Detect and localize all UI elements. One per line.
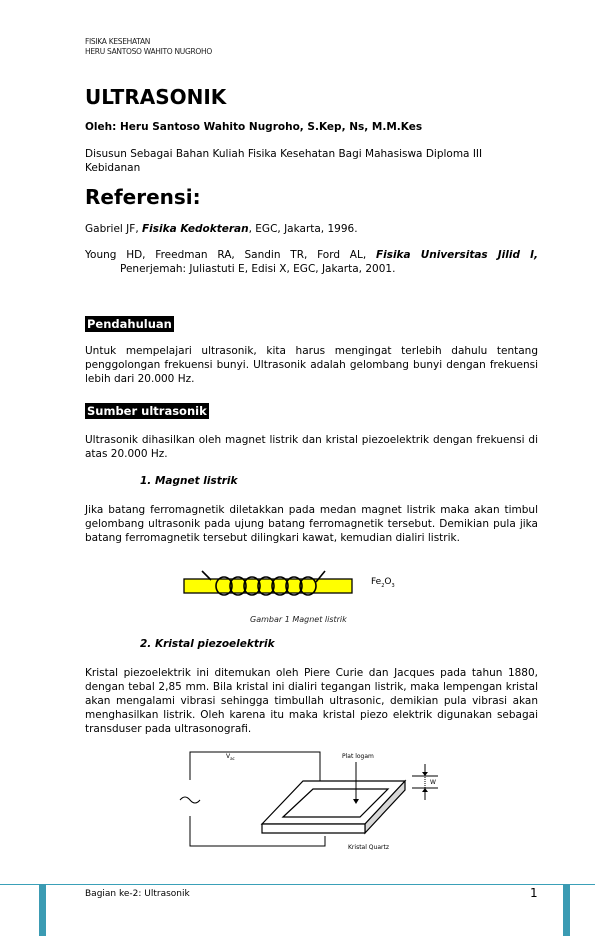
thickness-w-label: W	[430, 779, 436, 786]
section-heading-pendahuluan: Pendahuluan	[87, 317, 172, 331]
pendahuluan-paragraph: Untuk mempelajari ultrasonik, kita harus mengingat terlebih dahulu tentang penggolongan frekuensi bunyi. Ultrasonik adalah gelombang bunyi dengan frekuensi lebih dari 20.000 Hz.	[85, 345, 538, 385]
footer-right-bar	[563, 884, 570, 936]
document-title: ULTRASONIK	[85, 85, 227, 109]
footer-left-bar	[39, 884, 46, 936]
plat-logam-label: Plat logam	[342, 753, 374, 760]
author-line: Oleh: Heru Santoso Wahito Nugroho, S.Kep, Ns, M.M.Kes	[85, 121, 423, 133]
reference-1	[85, 222, 538, 236]
kristal-quartz-label: Kristal Quartz	[348, 844, 389, 851]
reference-1-publisher: , EGC, Jakarta, 1996.	[248, 223, 358, 235]
running-header-line2: HERU SANTOSO WAHITO NUGROHO	[85, 47, 212, 56]
magnet-paragraph: Jika batang ferromagnetik diletakkan pada medan magnet listrik maka akan timbul gelombang ultrasonik pada ujung batang ferromagnetik tersebut. Demikian pula jika batang ferromagnetik tersebut dilingkari kawat, kemudian dialiri listrik.	[85, 504, 538, 544]
reference-2-book: Fisika Universitas Jilid I,	[375, 249, 538, 261]
quartz-crystal	[262, 781, 405, 833]
circuit-wire-top	[190, 752, 320, 784]
vac-label: $V_{ac}$	[226, 753, 235, 761]
running-header-line1: FISIKA KESEHATAN	[85, 37, 151, 46]
figure-magnet-listrik	[175, 566, 415, 602]
reference-2	[85, 248, 538, 276]
reference-1-authors: Gabriel JF,	[85, 223, 142, 235]
subheading-magnet-listrik: 1. Magnet listrik	[140, 475, 238, 487]
reference-2-authors: Young HD, Freedman RA, Sandin TR, Ford AL,	[85, 249, 376, 261]
page-number: 1	[530, 886, 538, 900]
references-heading: Referensi:	[85, 185, 201, 209]
footer-rule	[0, 884, 595, 885]
subtitle: Disusun Sebagai Bahan Kuliah Fisika Kesehatan Bagi Mahasiswa Diploma III Kebidanan	[85, 148, 483, 174]
section-heading-sumber: Sumber ultrasonik	[87, 404, 207, 418]
figure-kristal-piezoelektrik	[170, 744, 450, 856]
ferromagnetic-bar	[184, 579, 352, 593]
fe2o3-label: $Fe_2O_3$	[371, 577, 395, 589]
figure-1-caption: Gambar 1 Magnet listrik	[250, 615, 347, 624]
subheading-kristal-piezoelektrik: 2. Kristal piezoelektrik	[140, 638, 275, 650]
sumber-paragraph: Ultrasonik dihasilkan oleh magnet listrik dan kristal piezoelektrik dengan frekuensi di atas 20.000 Hz.	[85, 434, 538, 460]
reference-2-continuation: Penerjemah: Juliastuti E, Edisi X, EGC, Jakarta, 2001.	[120, 263, 396, 275]
kristal-paragraph: Kristal piezoelektrik ini ditemukan oleh Piere Curie dan Jacques pada tahun 1880, dengan tebal 2,85 mm. Bila kristal ini dialiri tegangan listrik, maka lempengan kristal akan mengalami vibrasi sehingga timbullah ultrasonic, demikian pula vibrasi akan menghasilkan listrik. Oleh karena itu maka kristal piezo elektrik digunakan sebagai transduser pada ultrasonografi.	[85, 667, 538, 735]
footer-text: Bagian ke-2: Ultrasonik	[85, 889, 190, 899]
ac-source-icon	[180, 797, 200, 803]
reference-1-book: Fisika Kedokteran	[142, 223, 249, 235]
